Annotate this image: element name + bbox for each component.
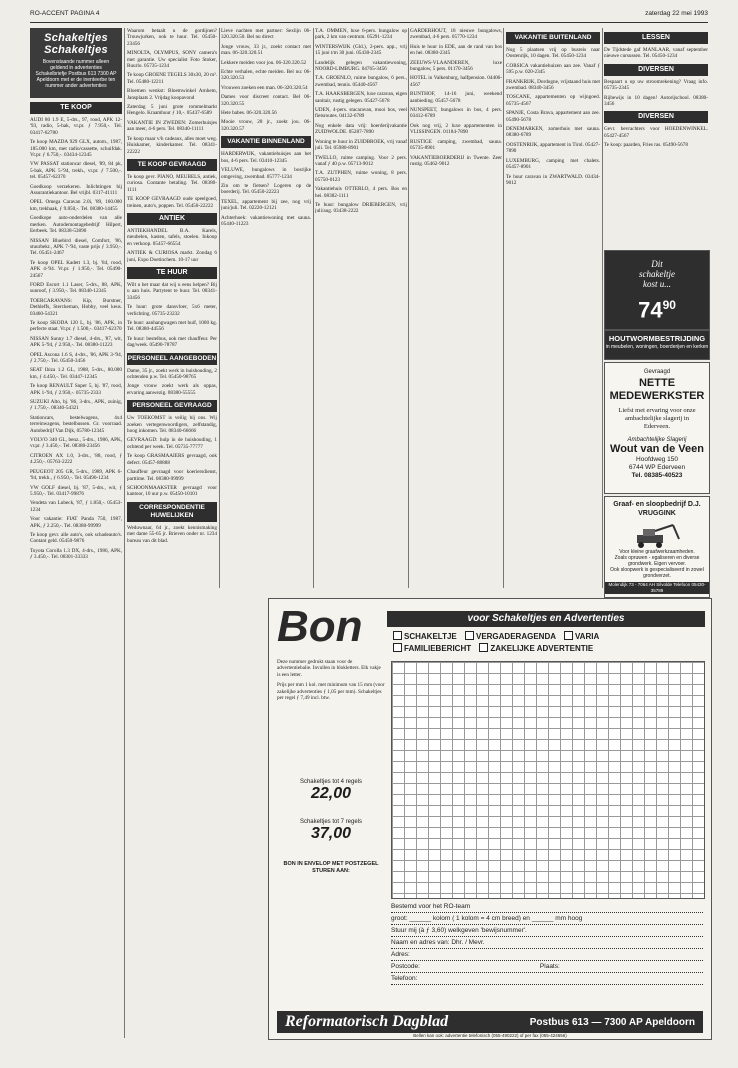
classified-ad: Te koop MAZDA 929 GLX, autom., 1987, 185.000 km, met radio/cassette, schuifdak. Vr.pr. ƒ 6.750,-. 03434-12345 [30,139,122,159]
price-promo-box [604,250,710,330]
classified-ad: AUDI 80 1.9 E, 5-drs., 97, rood, APK 12-'93, radio, 5-bak, vr.pr. ƒ 7.950,-. Tel. 03417-62780 [30,117,122,136]
classified-ad: MINOLTA, OLYMPUS, SONY camera's met garantie. Uw specialist Foto Stoker, Ruurlo. 05735-1234 [127,50,217,70]
job-ad-medewerkster [604,362,710,494]
classified-ad: Nog enkele data vrij: boerderijvakantie ZUIDWOLDE. 05287-7890 [315,122,407,136]
form-line-name[interactable]: Naam en adres van: Dhr. / Mevr. [391,937,703,949]
excavator-illustration [627,521,687,549]
promo-line-3: kost u... [643,279,671,289]
column-rule [408,28,409,588]
classified-ad: OPEL Omega Caravan 2.0i, '89, 160.000 km, trekhaak, ƒ 9.850,-. Tel. 08380-14455 [30,199,122,212]
classified-ad: Te koop SKODA 120 L, bj. '86, APK, in perfecte staat. Vr.pr. ƒ 1.500,-. 03417-62370 [30,319,122,333]
classified-ad: TOSCANE, appartementen op wijngoed. 05735-4567 [506,94,600,107]
classified-ad: De Tijdstede gaf MANLAAR, vanaf september nieuwe cursussen. Tel. 05450-1234 [604,47,708,60]
coupon-letter-grid[interactable] [391,661,705,899]
banner-title: Schakeltjes Schakeltjes [44,32,108,56]
vruggink-title: Graaf- en sloopbedrijf D.J. VRUGGINK [613,501,701,517]
order-coupon [268,598,712,1040]
coupon-mail-instruction: BON IN ENVELOP MET POSTZEGEL STUREN AAN: [283,861,379,874]
classified-ad: Waarom betaalt u de gordijnen? Trouwjurken, ook te huur. Tel. 05450-23456 [127,28,217,47]
classified-ad: ANTIEK & CURIOSA markt. Zondag 6 juni, Expo Doetinchem. 10-17 uur [127,250,217,263]
classified-ad: Zaterdag 5 juni grote rommelmarkt Hengelo. Kraamhuur ƒ 10,-. 05437-6589 [127,104,217,117]
price-tag-2-label: Schakeltjes tot 7 regels [299,819,363,825]
classified-ad: Te koop gevr. alle auto's, ook schadeauto's. Contant geld. 05450-9876 [30,531,122,545]
column-rule [219,28,220,588]
classified-ad: TWELLO, ruime camping. Voor 2 pers. vanaf ƒ 40 p.w. 05713-9012 [315,154,407,167]
vruggink-line: Ook sloopwerk is gespecialiseerd in zowel grondverzet. [610,567,704,579]
classified-ad: Echte verhalen, echte meiden. Bel nu: 06-320.320.53 [221,69,311,82]
classified-ad: NUNSPEET, bungalows in bos, 4 pers. 03412-6789 [410,107,502,120]
section-header-personeel-aangeboden: PERSONEEL AANGEBODEN [127,353,217,365]
job-ad-title: NETTE MEDEWERKSTER [609,377,705,402]
classified-ad: Te huur: bestelbus, ook met chauffeur. Per dag/week. 05490-78787 [127,335,217,349]
classified-ad: ANTIEKHANDEL B.A. Karels, meubelen, kasten, tafels, stoelen. Inkoop en verkoop. 05457-66554 [127,227,217,247]
classified-ad: T.A. ZUTPHEN, ruime woning, 8 pers. 05750-0123 [315,170,407,183]
price-tag-1-label: Schakeltjes tot 4 regels [299,779,363,785]
classified-ad: SCHOONMAAKSTER gevraagd voor kantoor, 10 uur p.w. 05450-10101 [127,484,217,498]
classified-ad: Lekkere meiden voor jou. 06-320.320.52 [221,59,307,66]
classified-ad: Te koop gevr. PIANO, MEUBELS, antiek, curiosa. Contante betaling. Tel. 08380-1111 [127,173,217,193]
classified-ad: Chauffeur gevraagd voor koeriersdienst, parttime. Tel. 08380-99999 [127,469,217,482]
classified-ad: DENEMARKEN, zomerhuis met sauna. 08380-6789 [506,126,600,139]
classified-ad: VW GOLF diesel, bj. '87, 5-drs., wit, ƒ 5.950,-. Tel. 03417-99876 [30,484,122,497]
classified-ad: NISSAN Bluebird diesel, Comfort, '86, stuurbekr., APK 7-'94, vaste prijs ƒ 3.950,-. Tel. 05451-2467 [30,237,122,257]
classified-ad: Te huur: bungalow DRIEBERGEN, vrij juli/aug. 03438-2222 [315,201,407,215]
promo-price-cents: 90 [662,298,676,312]
coupon-title: voor Schakeltjes en Advertenties [387,611,705,627]
coupon-price-note: Prijs per mm 1 kol. met minimum van 15 mm (voor zakelijke advertenties ƒ 1,05 per mm). Schakeltjes per regel ƒ 7,49 incl. btw. [277,682,385,702]
classified-ad: Mooie vrouw, 28 jr., zoekt jou. 06-320.320.57 [221,119,311,132]
section-header-te-huur: TE HUUR [127,267,217,279]
page-header [30,10,708,23]
form-place-label: Plaats: [539,963,560,970]
classified-ad: Rijbewijs in 10 dagen! Autorijschool. 08380-3456 [604,94,708,108]
classified-ad: TE KOOP GEVRAAGD oude speelgoed, treinen, auto's, poppen. Tel. 05450-22222 [127,196,217,209]
classified-ad: Te huur: grote dansvloer, 5x6 meter, verlichting. 05735-23232 [127,304,217,317]
classified-ad: ZEEUWS-VLAANDEREN, luxe bungalow, 5 pers. 01170-3456 [410,59,502,73]
banner-subtitle: Bovenstaande nummer alleen geldend in advertenties Schakelbriefje Postbus 613 7300 AP Apeldoorn met er de inenteerbe ten nummer ander advertenties [35,59,117,89]
classified-ad: Te koop maar v/h cadeaux, alles moet weg. Huiskamer, kinderkamer. Tel. 08341-22222 [127,135,217,155]
classified-ad: OPEL Ascona 1.6 S, 4-drs., '86, APK 3-'94, ƒ 2.750,-. Tel. 05450-3456 [30,351,122,364]
classified-ad: VAKANTIE IN ZWEDEN: Zomerhuisjes aan meer, 4-6 pers. Tel. 08340-11111 [127,119,217,133]
classified-ad: Lieve nachten met partner: Sexlijn 06-320.320.50. Bel nu direct [221,28,311,41]
coupon-form [391,901,703,985]
classified-ad: Te koop RENAULT Super 5, bj. '87, rood, APK 1-'94, ƒ 2.950,-. 05735-2333 [30,383,122,396]
promo-price [605,289,709,322]
classified-ad: WINTERSWIJK (Gld.), 2-pers. app., vrij 15 juni t/m 30 juni. 05430-2345 [315,43,407,57]
job-ad-kicker: Gevraagd [643,369,671,375]
column-5 [410,28,502,688]
page-header-left: RO-ACCENT PAGINA 4 [30,10,100,17]
classified-ad: BUNTHOF, 14-16 juni, weekend aanbieding. 05457-5678 [410,91,502,104]
classified-ad: Achterhoek: vakantiewoning met sauna. 05440-11223 [221,214,311,227]
section-header-te-koop: TE KOOP [30,102,122,114]
classified-ad: Bloemen wenkst: Bloemwinkel Arnhem, Jansplaats 2. Vrijdag koopavond [127,88,217,101]
checkbox-label: VARIA [574,632,600,641]
coupon-wordmark: Bon [277,602,363,651]
form-line-phone[interactable]: Telefoon: [391,973,703,985]
classified-ad: Uw TOEKOMST is veilig bij ons. Wij zoeken vertegenwoordigers, zelfstandig, hoog inkomen. Tel. 08340-66666 [127,415,217,435]
promo-line-2: schakeltje [639,269,675,279]
classified-ad: Woning te huur in ZUIDBROEK, vrij vanaf juli. Tel. 05980-8901 [315,138,407,152]
job-ad-description: Liefst met ervaring voor onze ambachtelijke slagerij in Ederveen. [618,407,696,430]
checkbox-zakelijke[interactable] [479,643,488,652]
classified-ad: Hete babes. 06-320.320.56 [221,110,277,117]
classified-ad: CITROEN AX 1.0, 3-drs., '88, rood, ƒ 4.250,-. 05763-2222 [30,452,122,466]
coupon-checkbox-group [387,631,705,655]
houtworm-ad [604,330,710,360]
price-tag-1-value: 22,00 [310,785,352,802]
classified-ad: T.A. GROENLO, ruime bungalow, 6 pers., zwembad, tennis. 05440-4567 [315,75,407,88]
section-header-vakantie-buitenland: VAKANTIE BUITENLAND [506,32,600,44]
classified-ad: CORSICA vakantiehuizen aan zee. Vanaf ƒ 595 p.w. 020-2345 [506,62,600,76]
classified-ad: VELUWE, bungalows in bosrijke omgeving, zwembad. 05777-1234 [221,167,311,180]
publisher-name: Reformatorisch Dagblad [285,1013,449,1030]
section-header-antiek: ANTIEK [127,213,217,225]
classified-ad: Dame, 35 jr., zoekt werk in huishouding, 2 ochtenden p.w. Tel. 05450-98765 [127,367,217,381]
coupon-instructions [277,659,385,705]
classified-ad: Stationcars, bestelwagens, 4x4 terreinwagens, bestelbussen. Gr. voorraad. Autobedrijf Van Dijk, 05780-12345 [30,414,122,434]
column-4 [315,28,407,688]
publisher-address: Postbus 613 — 7300 AP Apeldoorn [529,1016,695,1028]
houtworm-title: HOUTWORMBESTRIJDING [608,334,706,343]
vruggink-line: Zoals opruwen - egaliseren en diverse [614,555,700,561]
form-line-address[interactable]: Adres: [391,949,703,961]
section-header-te-koop-gevraagd: TE KOOP GEVRAAGD [127,159,217,171]
promo-price-whole: 74 [638,297,663,323]
column-2 [127,28,217,1023]
job-ad-company-name: Wout van de Veen [610,443,704,455]
form-line-proof[interactable]: Stuur mij (à ƒ 3,60) welkgeven 'bewijsnummer'. [391,925,703,937]
classified-ad: HOTEL in Valkenburg, halfpension. 04406-4567 [410,75,502,88]
classified-ad: Vendeta van Lubeck, '87, ƒ 1.850,-. 05453-1234 [30,500,122,513]
coupon-footer-note: Bellen kan ook: advertentie telefonisch (055-490222) of per fax (055-424656) [413,1033,567,1038]
checkbox-vergaderagenda[interactable] [465,631,474,640]
classified-ad: TEXEL, appartement bij zee, nog vrij juni/juli. Tel. 02220-12121 [221,198,311,212]
classified-ad: Te huur caravan in ZWARTWALD. 03434-9012 [506,173,600,186]
section-header-diversen: DIVERSEN [604,64,708,76]
section-header-correspondentie: CORRESPONDENTIE HUWELIJKEN [127,502,217,522]
checkbox-varia[interactable] [564,631,573,640]
vruggink-footer: Molendijk 73 - 7064 AH Silvolde Telefoon 05430-35789 [605,582,709,594]
houtworm-subtitle: in meubelen, woningen, boerderijen en kerken [605,344,709,350]
classified-ad: Bespaart u op uw stroomrekening? Vraag info. 05735-2345 [604,78,708,92]
page-header-right: zaterdag 22 mei 1993 [645,10,708,17]
classified-ad: Te koop GRASMAAIERS gevraagd, ook defect. 05457-88888 [127,453,217,466]
column-rule [503,28,504,588]
classified-ad: FORD Escort 1.1 Laser, 5-drs., 88, APK, sunroof, ƒ 3.950,-. Tel. 08340-12345 [30,281,122,295]
classified-ad: SEAT Ibiza 1.2 GL, 1988, 5-drs., 80.000 km, ƒ 4.450,-. Tel. 03447-12345 [30,367,122,380]
classified-ad: Te koop: paarden, Fries ras. 05490-5678 [604,142,688,149]
classified-ad: LUXEMBURG, camping met chalets. 05457-8901 [506,157,600,171]
classified-ad: Goedkoop verzekeren. Inlichtingen bij Assurantiekantoor. Bel vrijbl. 0317-41111 [30,183,122,197]
classified-ad: Toyota Corolla 1.3 DX, 4-drs., 1986, APK, ƒ 3.450,-. Tel. 08301-33333 [30,547,122,561]
classified-ad: Dames voor discreet contact. Bel 06-320.320.55 [221,94,311,107]
classified-ad: PEUGEOT 205 GR, 5-drs., 1989, APK 6-'94, trekh., ƒ 6.950,-. Tel. 05490-1234 [30,468,122,482]
classified-ad: VW PASSAT stationcar diesel, '89, 84 pk, 5-bak, APK 5-'94, trekh., vr.pr. ƒ 7.500,-. tel. 05457-62370 [30,161,122,181]
checkbox-label: SCHAKELTJE [404,632,457,641]
column-rule [124,28,125,1038]
form-line-size[interactable]: groot: ______ kolom ( 1 kolom = 4 cm breed) en ______ mm hoog [391,913,703,925]
checkbox-schakeltje[interactable] [393,631,402,640]
classified-ad: Nog 5 plaatsen vrij op busreis naar Oostenrijk, 10 dagen. Tel. 05450-1234 [506,47,600,60]
classified-ad: Zin om te fietsen? Logeren op de boerderij. Tel. 05450-22223 [221,182,311,196]
column-3 [221,28,311,688]
vruggink-line: grondwerk. Eigen vervoer. [627,561,687,567]
classified-ad: T.A. OMMEN, luxe 6-pers. bungalow op park, 2 km van centrum. 05291-1234 [315,28,407,41]
column-rule [313,28,314,588]
classified-ad: OOSTENRIJK, appartement in Tirol. 05427-7890 [506,141,600,155]
classified-ad: UDEN, 4-pers. stacaravan, mooi bos, veel fietsroutes. 04132-6789 [315,107,407,120]
classified-ad: Landelijk gelegen vakantiewoning, NOORD-LIMBURG. 04765-3456 [315,59,407,73]
classified-ad: Jonge vrouw, 33 jr., zoekt contact met man. 06-320.320.51 [221,43,311,57]
checkbox-label: VERGADERAGENDA [475,632,556,641]
checkbox-label: ZAKELIJKE ADVERTENTIE [490,644,594,653]
section-header-personeel-gevraagd: PERSONEEL GEVRAAGD [127,400,217,412]
job-ad-company-type: Ambachtelijke Slagerij [627,437,687,443]
classified-ad: Huis te huur in EDE, aan de rand van bos en hei. 08380-2345 [410,43,502,57]
form-postcode-label: Postcode: [391,963,420,970]
coupon-footer [277,1011,703,1033]
section-header-vakantie-binnenland: VAKANTIE BINNENLAND [221,136,311,148]
column-rule [602,28,603,588]
classified-ad: FRANKRIJK, Dordogne, vrijstaand huis met zwembad. 08340-3456 [506,78,600,92]
classified-ad: VOLVO 340 GL, benz., 5-drs., 1986, APK, vr.pr. ƒ 3.450,-. Tel. 08380-23456 [30,437,122,450]
classified-ad: Gevr. bevrachters voor HOEDENWINKEL. 05427-4567 [604,126,708,139]
classified-ad: VAKANTIEBOERDERIJ in Twente. Zeer rustig. 05462-9012 [410,154,502,167]
price-tag-2 [277,819,385,849]
classified-ad: T.A. HAAKSBERGEN, luxe caravan, eigen sanitair, rustig gelegen. 05427-5678 [315,91,407,104]
classified-ad: GEVRAAGD: hulp in de huishouding, 1 ochtend per week. Tel. 05735-77777 [127,437,217,450]
classified-ad: TOERCARAVANS: Kip, Burstner, Dethleffs, Sterckeman, Hobby, veel keus. 03460-54321 [30,297,122,317]
classified-ad: HARDERWIJK, vakantiehuisjes aan het bos, 4-6 pers. Tel. 03410-12345 [221,151,311,164]
classified-ad: Vrouwen zoeken een man. 06-320.320.54 [221,84,308,91]
vruggink-line: Voor kleine graafwerkzaamheden. [619,549,695,555]
classified-ad: Jonge vrouw zoekt werk als oppas, ervaring aanwezig. 08380-55555 [127,383,217,396]
form-line-destination[interactable]: Bestemd voor het RO-team [391,901,703,913]
classified-ad: Vakantiehuis OTTERLO, 4 pers. Bos en hei. 08382-1111 [315,186,407,199]
classified-ad: GARDERHOUT, 18 nieuwe bungalows, zwembad, 4-6 pers. 05770-1234 [410,28,502,41]
classified-ad: Voor vakantie: FIAT Panda 750, 1987, APK, ƒ 2.250,-. Tel. 08380-99999 [30,516,122,529]
promo-line-1: Dit [651,259,663,269]
schakeltjes-banner [30,28,122,98]
checkbox-label: FAMILIEBERICHT [404,644,472,653]
coupon-instruction-text: Deze nummer gedrukt staan voor de advertentiebalie. Invullen in blokletters. Elk vakje is een letter. [277,659,381,678]
column-6 [506,28,600,688]
job-ad-phone: Tel. 08385-40523 [631,472,683,479]
column-1 [30,28,122,1038]
classified-ad: Te koop GROENE TEGELS 30x30, 20 m². Tel. 05480-12211 [127,72,217,85]
classified-ad: Wilt u het maar dat wij u eens helpen? Bij u aan huis. Partytent te huur. Tel. 08341-33456 [127,281,217,301]
vruggink-ad [604,496,710,598]
classified-ad: RUSTIGE camping, zwembad, sauna. 05735-8901 [410,138,502,152]
classified-ad: Weduwnaar, 64 jr., zoekt kennismaking met dame 55-65 jr. Brieven onder nr. 1234 bureau van dit blad. [127,524,217,544]
checkbox-familiebericht[interactable] [393,643,402,652]
section-header-lessen: LESSEN [604,32,708,44]
job-ad-address-1: Hoofdweg 150 [636,456,678,463]
price-tag-2-value: 37,00 [310,825,352,842]
classified-ad: Goedkope auto-onderdelen van alle merken. Autodemontagebedrijf Hilpert, Eerbeek. Tel. 08338-53890 [30,215,122,235]
classified-ad: Ook nog vrij, 2 luxe appartementen in VLISSINGEN. 01184-7890 [410,122,502,136]
classified-ad: Te huur: aanhangwagen met huif, 1000 kg. Tel. 08380-44556 [127,320,217,333]
job-ad-address-2: 6744 WP Ederveen [628,464,686,471]
section-header-diversen-2: DIVERSEN [604,111,708,123]
column-7 [604,28,708,248]
classified-ad: NISSAN Sunny 1.7 diesel, 4-drs., '87, wit, APK 5-'94, ƒ 2.950,-. Tel. 08380-11223 [30,335,122,349]
classified-ad: Te koop OPEL Kadett 1.3, bj. '84, rood, APK 4-'94. Vr.pr. ƒ 1.950,-. Tel. 05490-24567 [30,259,122,279]
price-tag-1 [277,779,385,809]
classified-ad: SUZUKI Alto, bj. '86, 3-drs., APK, zuinig, ƒ 1.750,-. 08340-54321 [30,399,122,412]
classified-ad: SPANJE, Costa Brava, appartement aan zee. 05490-5678 [506,110,600,123]
form-line-postcode[interactable] [391,961,703,973]
